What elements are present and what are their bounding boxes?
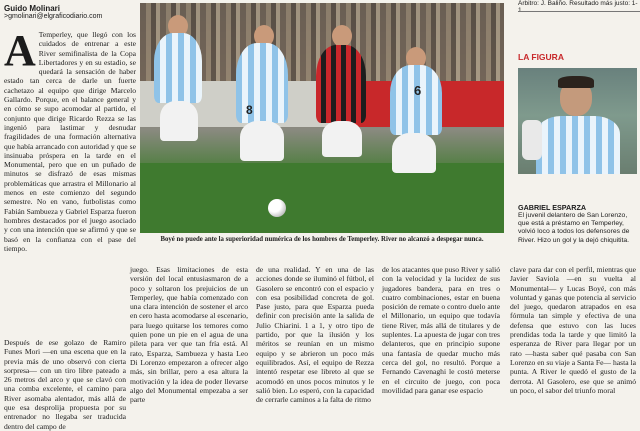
article-col2-text: juego. Esas limitaciones de esta versión del local entusiasmaron de a poco y soltaron los prejuicios de un Temperley, que había comenzado con una clara intención de sostener el arco en cero hasta acomodarse al escenario, para luego quitarse los temores como quien pone un pie en el agua de una pileta para ver que tan fría está. Al rato, Esparza, Sambueza y hasta Leo Di Lorenzo empezaron a ofrecer algo más, sin brillar, pero a esa altura la motivación y la idea de poder llevarse algo del Monumental empezaba a ser parte [130,265,248,405]
article-col5-text: clave para dar con el perfil, mientras que Javier Saviola —en su vuelta al Monumental— y Lucas Boyé, con más voluntad y ganas que potencia al servicio del juego, quedaron atrapados en esa fórmula tan simple y efectiva de una defensa que estuvo con las luces prendidas toda la tarde y que limitó la esperanza de River para llegar por un rato —hasta saber qué pasaba con San Lorenzo en su viaje a Santa Fe— hasta la punta. A River le quedó el gusto de la derrota. Al Gasolero, ese que se animó un poco, el sabor del triunfo moral [510,265,636,395]
player-temperley-left [154,33,202,103]
photo-caption: Boyé no puede ante la superioridad numérica de los hombres de Temperley. River no alcanzó a despegar nunca. [160,236,484,243]
player-esparza [236,43,288,123]
byline [4,4,136,20]
figure-name: GABRIEL ESPARZA [518,203,587,212]
figure-label: LA FIGURA [518,52,564,62]
article-col4-text: de los atacantes que puso River y salió con la velocidad y la lucidez de sus jugadores bandera, para en tres o cuatro combinaciones, estar en buena posición de remate o contro duelo ante el Millonario, un equipo que todavía tiene River, más allá de titulares y de suplentes. La apuesta de jugar con tres delanteros, que en principio supone una fantasía de quedar mucho más cerca del gol, no resultó. Porque a Fernando Cavenaghi le costó meterse en el circuito de juego, con poca movilidad para ganar ese espacio [382,265,500,395]
drop-cap: A [4,26,36,75]
player-temperley-right [390,65,442,135]
player-river [316,45,366,123]
article-lead: Temperley, que llegó con los cuidados de entrenar a este River semifinalista de la Copa Libertadores y en su estadio, se quedará la sensación de haber estado tan cerca de darle un fuerte cachetazo al equipo que dirige Marcelo Gallardo. Porque, en el balance general y en cómo se supo acomodar al partido, el conjunto que dirige Ricardo Rezza se las ingenió para lastimar y desnudar fragilidades de una formación alternativa que había arrancado con autoridad y que se insinuaba próspera en la tarde en el Monumental, pero que en un puñado de minutos se disfrazó de esas mismas problemáticas que arrastra el Millonario al menos en este comienzo del segundo semestre. No en vano, futbolistas como Fabián Sambueza y Gabriel Esparza fueron hombres destacados por el juego asociado y con una intención que se afirmó y que se basó en la confianza con el pase del tiempo. [4,30,136,253]
article-column-3 [256,265,374,404]
ball [268,199,286,217]
match-info: Árbitro: J. Baliño. Resultado más justo: 1-1 [518,0,638,14]
article-col1-rest: Después de ese golazo de Ramiro Funes Mori —en una escena que en la previa más de uno observó con cierta sorpresa— con un tiro libre pateado a 26 metros del arco y que se clavó con una comba excelente, el camino para River asomaba alentador, más allá de que esa desprolija propuesta por su entrenador no llegaba ser traducida dentro del campo de [4,338,126,431]
article-column-1 [4,26,136,253]
jersey-number: 6 [414,83,422,98]
author-name: Guido Molinari [4,4,60,13]
photo-pitch [140,163,504,233]
jersey-number: 8 [246,103,253,117]
article-column-5 [510,265,636,395]
article-column-4 [382,265,500,395]
author-email: >gmolinari@elgraficodiario.com [4,13,103,20]
figure-description: El juvenil delantero de San Lorenzo, que está a préstamo en Temperley, volvió loco a todos los defensores de River. Hizo un gol y la dejó chiquitita. [518,212,630,244]
divider [518,11,640,12]
article-column-1-end [4,338,126,431]
figure-portrait [518,68,637,174]
match-photo [140,3,504,233]
article-col3-text: de una realidad. Y en una de las acciones donde se iluminó el fútbol, el Gasolero se encontró con el espacio y con esa posibilidad concreta de gol. Pase justo, para que Esparza pueda definir con precisión ante la salida de Julio Chiarini. 1 a 1, y otro tipo de partido, por que la ilusión y los méritos se reunían en un mismo equipo y se abrieron un poco más equilibrados. Así, el equipo de Rezza intentó respetar ese libreto al que se acomodó en unos pocos minutos y le salió bien. Lo esperó, con la capacidad de cerrarle caminos a la falta de ritmo [256,265,374,405]
article-column-2 [130,265,248,404]
